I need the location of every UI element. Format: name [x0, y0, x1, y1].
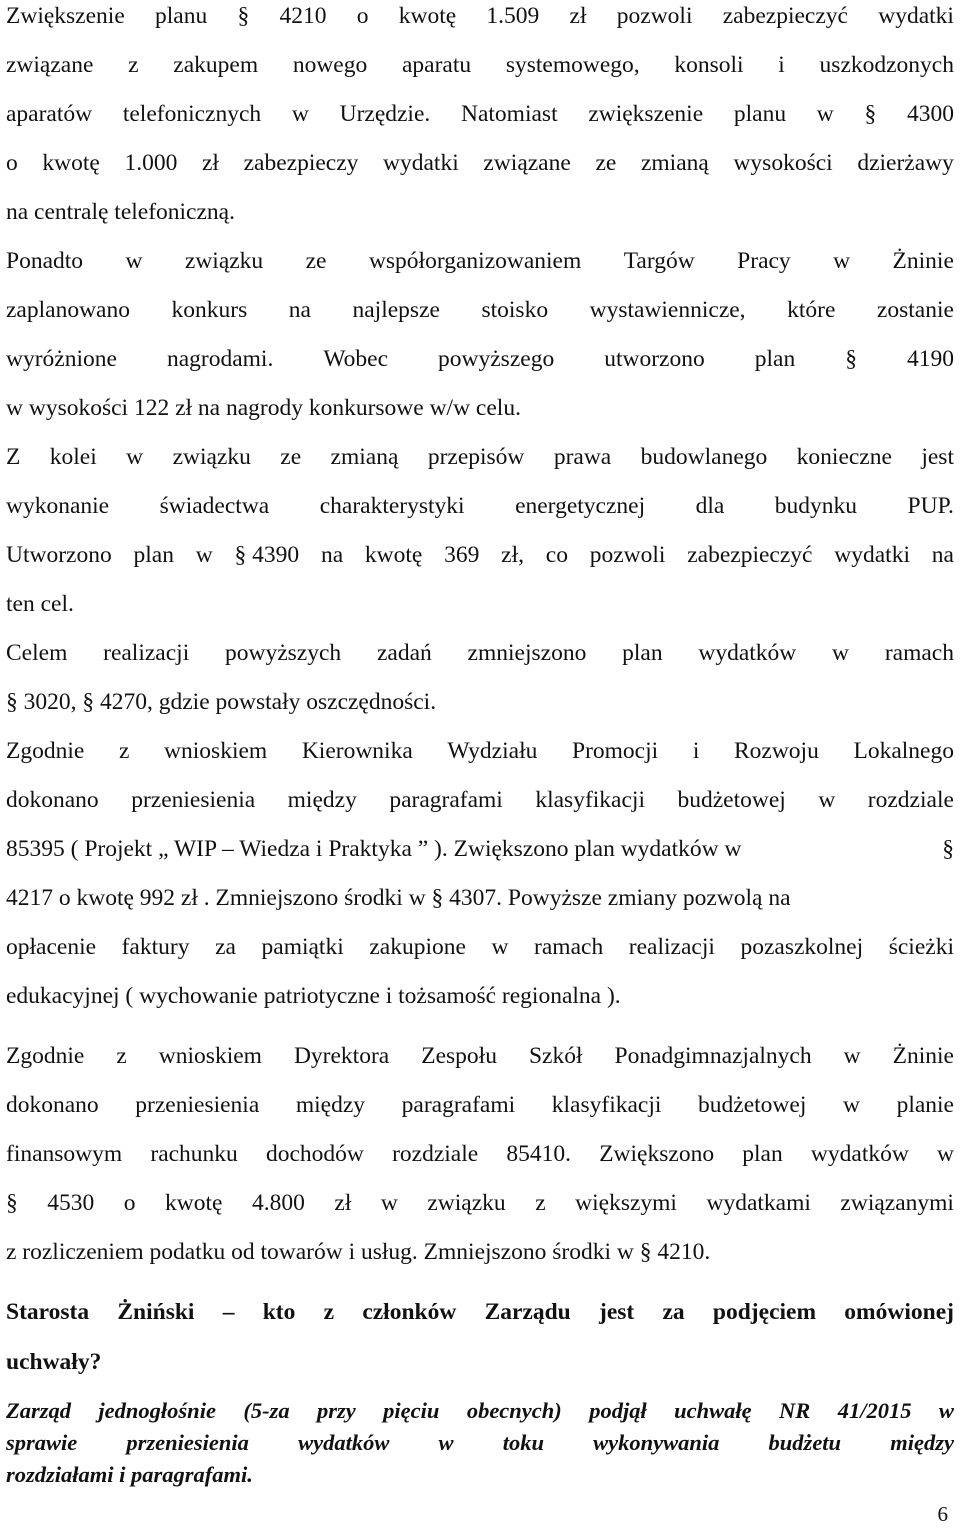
word: z: [535, 1190, 546, 1216]
word: związku: [427, 1190, 506, 1216]
word: zakupione: [369, 934, 466, 960]
word: zabezpieczyć: [722, 3, 848, 29]
word: rozdziale: [392, 1141, 479, 1167]
word: o: [123, 1190, 136, 1216]
word: 4.800: [252, 1190, 305, 1216]
text-line: [6, 49, 954, 81]
word: ścieżki: [888, 934, 954, 960]
word: ze: [280, 444, 302, 470]
word: uszkodzonych: [819, 52, 954, 78]
text-line: [6, 0, 954, 32]
word: w: [291, 101, 309, 127]
text-line: [6, 392, 954, 424]
word: Żninie: [892, 1043, 954, 1069]
word: realizacji: [103, 640, 190, 666]
word: zmianą: [330, 444, 399, 470]
word: zł: [334, 1190, 352, 1216]
word: obecnych): [466, 1398, 562, 1423]
word: w: [843, 1043, 861, 1069]
word: o: [356, 3, 369, 29]
word: nagrodami.: [166, 346, 274, 372]
text-line: [6, 1346, 954, 1378]
word: wydatków: [810, 1141, 909, 1167]
word: planu: [155, 3, 208, 29]
word: zaplanowano: [6, 297, 130, 323]
page-number: 6: [937, 1502, 948, 1526]
word: plan: [754, 346, 796, 372]
text-line: [6, 196, 954, 228]
word: przy: [317, 1398, 356, 1423]
word: Targów: [623, 248, 695, 274]
word: podjęciem: [712, 1299, 817, 1325]
word: opłacenie: [6, 934, 97, 960]
word: i: [778, 52, 785, 78]
word: za: [662, 1299, 685, 1325]
word: § 3020, § 4270, gdzie powstały oszczędności.: [6, 689, 437, 715]
word: 4300: [906, 101, 954, 127]
word: rozdziałami i paragrafami.: [6, 1462, 253, 1487]
word: zabezpieczyć: [687, 542, 813, 568]
word: ze: [305, 248, 327, 274]
text-line: [6, 539, 954, 571]
word: które: [787, 297, 836, 323]
word: na centralę telefoniczną.: [6, 199, 235, 225]
word: 85410.: [506, 1141, 572, 1167]
word: zł: [569, 3, 587, 29]
word: 1.509: [486, 3, 540, 29]
text-line: [6, 735, 954, 767]
word: w: [818, 787, 836, 813]
word: §: [864, 101, 877, 127]
word: realizacji: [628, 934, 715, 960]
word: najlepsze: [352, 297, 440, 323]
word: aparatów: [6, 101, 93, 127]
word: ze: [595, 150, 617, 176]
word: §: [6, 1190, 18, 1216]
word: Promocji: [572, 738, 659, 764]
word: §: [237, 3, 250, 29]
word: Żninie: [892, 248, 954, 274]
word: z: [128, 52, 139, 78]
word: plan: [133, 542, 174, 568]
word: w: [380, 1190, 398, 1216]
word: wydatkami: [706, 1190, 811, 1216]
word: w: [126, 444, 144, 470]
text-line: [6, 1396, 954, 1426]
word: zabezpieczy: [243, 150, 359, 176]
text-line: [6, 1089, 954, 1121]
word: plan: [742, 1141, 783, 1167]
word: Żniński: [117, 1299, 195, 1325]
word: jest: [921, 444, 954, 470]
word: w: [491, 934, 509, 960]
word: Natomiast: [461, 101, 558, 127]
word: budynku: [774, 493, 858, 519]
text-line: [6, 784, 954, 816]
word: budżetowej: [677, 787, 786, 813]
word: rachunku: [150, 1141, 238, 1167]
word: stoisko: [481, 297, 549, 323]
word: dla: [695, 493, 725, 519]
word: przepisów: [427, 444, 525, 470]
text-line: [6, 1460, 954, 1490]
word: nowego: [292, 52, 368, 78]
word: wydatków: [298, 1430, 390, 1455]
word: Celem: [6, 640, 68, 666]
word: Zgodnie: [6, 1043, 85, 1069]
word: zwiększenie: [588, 101, 704, 127]
text-line: [6, 245, 954, 277]
text-line: [6, 490, 954, 522]
word: wydatki: [383, 150, 459, 176]
word: z: [118, 738, 130, 764]
word: rozdziale: [867, 787, 954, 813]
word: (5-za: [243, 1398, 290, 1423]
word: kto: [262, 1299, 296, 1325]
word: między: [295, 1092, 366, 1118]
word: ramach: [884, 640, 954, 666]
word: kwotę: [364, 542, 423, 568]
word: kwotę: [165, 1190, 223, 1216]
text-line: [6, 1296, 954, 1328]
word: jest: [599, 1299, 635, 1325]
word: z: [323, 1299, 335, 1325]
word: Wydziału: [447, 738, 538, 764]
word: przeniesienia: [126, 1430, 249, 1455]
word: paragrafami: [401, 1092, 516, 1118]
word: członków: [362, 1299, 457, 1325]
word: prawa: [553, 444, 612, 470]
text-line: [6, 441, 954, 473]
word: w: [938, 1398, 954, 1423]
word: Szkół: [528, 1043, 583, 1069]
word: Pracy: [737, 248, 791, 274]
word: konsoli: [674, 52, 744, 78]
word: o: [6, 150, 18, 176]
word: powyższych: [225, 640, 342, 666]
word: i: [692, 738, 700, 764]
word: kolei: [49, 444, 97, 470]
word: z: [116, 1043, 127, 1069]
word: uchwałę: [674, 1398, 752, 1423]
word: pozwoli: [616, 3, 693, 29]
word: wykonanie: [6, 493, 110, 519]
word: w: [937, 1141, 954, 1167]
word: § 4390: [234, 542, 300, 568]
word: sprawie: [6, 1430, 78, 1455]
word: Ponadgimnazjalnych: [614, 1043, 812, 1069]
word: w: [833, 248, 851, 274]
text-line: [6, 931, 954, 963]
word: Starosta: [6, 1299, 90, 1325]
word: budżetu: [768, 1430, 842, 1455]
word: wnioskiem: [158, 1043, 262, 1069]
word: planu: [733, 101, 787, 127]
text-line: [6, 882, 954, 914]
word: wnioskiem: [164, 738, 268, 764]
word: zmianą: [640, 150, 709, 176]
word: wykonywania: [593, 1430, 720, 1455]
word: wystawiennicze,: [589, 297, 746, 323]
word: przeniesienia: [135, 1092, 260, 1118]
word: Zwiększenie: [6, 3, 125, 29]
word: Urzędzie.: [339, 101, 431, 127]
word: przeniesienia: [131, 787, 256, 813]
word: 4190: [907, 346, 954, 372]
word: współorganizowaniem: [368, 248, 582, 274]
word: w: [832, 640, 850, 666]
word: klasyfikacji: [535, 787, 645, 813]
word: pamiątki: [261, 934, 344, 960]
word: dochodów: [266, 1141, 364, 1167]
word: zmniejszono: [467, 640, 587, 666]
word: charakterystyki: [319, 493, 465, 519]
word: powyższego: [438, 346, 555, 372]
word: Z: [6, 444, 21, 470]
word: plan: [622, 640, 663, 666]
text-line: [6, 588, 954, 620]
word: ramach: [534, 934, 604, 960]
word: systemowego,: [505, 52, 640, 78]
word: edukacyjnej ( wychowanie patriotyczne i tożsamość regionalna ).: [6, 983, 621, 1009]
word: za: [215, 934, 236, 960]
text-line: [6, 980, 954, 1012]
word: większymi: [575, 1190, 677, 1216]
word: zł,: [501, 542, 524, 568]
word: PUP.: [907, 493, 954, 519]
word: faktury: [121, 934, 190, 960]
text-line: [6, 1428, 954, 1458]
word: uchwały?: [6, 1349, 102, 1375]
word: pozaszkolnej: [740, 934, 864, 960]
text-line: [6, 1040, 954, 1072]
word: świadectwa: [159, 493, 270, 519]
word: w wysokości 122 zł na nagrody konkursowe w/w celu.: [6, 395, 521, 421]
word: Rozwoju: [733, 738, 819, 764]
word: w: [842, 1092, 860, 1118]
word: na: [288, 297, 311, 323]
word: wyróżnione: [6, 346, 117, 372]
word: wydatków: [698, 640, 797, 666]
word: w: [816, 101, 834, 127]
word: konieczne: [796, 444, 892, 470]
word: budowlanego: [640, 444, 768, 470]
word: Wobec: [323, 346, 389, 372]
text-line: [6, 147, 954, 179]
text-line: [6, 833, 954, 865]
word: jednogłośnie: [98, 1398, 216, 1423]
word: pozwoli: [589, 542, 666, 568]
word: 4530: [47, 1190, 95, 1216]
word: omówionej: [844, 1299, 954, 1325]
word: 4217 o kwotę 992 zł . Zmniejszono środki w § 4307. Powyższe zmiany pozwolą na: [6, 885, 791, 911]
word: zakupem: [173, 52, 259, 78]
word: dzierżawy: [857, 150, 954, 176]
word: 41/2015: [837, 1398, 912, 1423]
word: 85395 ( Projekt „ WIP – Wiedza i Praktyka ” ). Zwiększono plan wydatków w: [6, 836, 742, 862]
word: –: [222, 1299, 235, 1325]
word: Zarządu: [484, 1299, 571, 1325]
word: w: [438, 1430, 454, 1455]
word: związanymi: [840, 1190, 954, 1216]
word: Kierownika: [301, 738, 413, 764]
text-line: [6, 294, 954, 326]
word: podjął: [589, 1398, 647, 1423]
word: energetycznej: [515, 493, 646, 519]
word: Zespołu: [421, 1043, 497, 1069]
word: związane: [483, 150, 571, 176]
word: dokonano: [6, 1092, 99, 1118]
text-line: [6, 98, 954, 130]
word: ten cel.: [6, 591, 74, 617]
word: klasyfikacji: [551, 1092, 662, 1118]
text-line: [6, 1138, 954, 1170]
word: w: [195, 542, 213, 568]
word: między: [890, 1430, 954, 1455]
word: związku: [184, 248, 264, 274]
word: aparatu: [401, 52, 472, 78]
word: na: [931, 542, 954, 568]
text-line: [6, 1187, 954, 1219]
word: utworzono: [604, 346, 705, 372]
word: wydatki: [878, 3, 954, 29]
word: Dyrektora: [293, 1043, 390, 1069]
word: budżetowej: [698, 1092, 807, 1118]
word: zł: [201, 150, 219, 176]
word: NR: [779, 1398, 811, 1423]
word: Utworzono: [6, 542, 112, 568]
word: Ponadto: [6, 248, 84, 274]
word: §: [845, 346, 857, 372]
word: Zgodnie: [6, 738, 85, 764]
word: Zwiększono: [599, 1141, 715, 1167]
text-line: [6, 343, 954, 375]
word: telefonicznych: [122, 101, 262, 127]
word: 1.000: [124, 150, 178, 176]
text-line: [6, 686, 954, 718]
word: dokonano: [6, 787, 99, 813]
word: konkurs: [171, 297, 248, 323]
word: związku: [172, 444, 251, 470]
word: wydatki: [834, 542, 910, 568]
word: zadań: [376, 640, 432, 666]
word: planie: [896, 1092, 954, 1118]
text-line: [6, 1236, 954, 1268]
word: wysokości: [733, 150, 833, 176]
word: zostanie: [876, 297, 954, 323]
text-line: [6, 637, 954, 669]
word: paragrafami: [389, 787, 503, 813]
word: w: [125, 248, 143, 274]
word: Zarząd: [6, 1398, 72, 1423]
word: na: [320, 542, 344, 568]
word: §: [942, 836, 954, 862]
word: 4210: [279, 3, 327, 29]
word: Lokalnego: [853, 738, 954, 764]
word: co: [545, 542, 568, 568]
word: finansowym: [6, 1141, 123, 1167]
word: z rozliczeniem podatku od towarów i usług. Zmniejszono środki w § 4210.: [6, 1239, 711, 1265]
word: związane: [6, 52, 94, 78]
word: między: [287, 787, 357, 813]
word: 369: [444, 542, 480, 568]
word: kwotę: [42, 150, 100, 176]
word: kwotę: [398, 3, 457, 29]
word: pięciu: [383, 1398, 440, 1423]
word: toku: [502, 1430, 544, 1455]
